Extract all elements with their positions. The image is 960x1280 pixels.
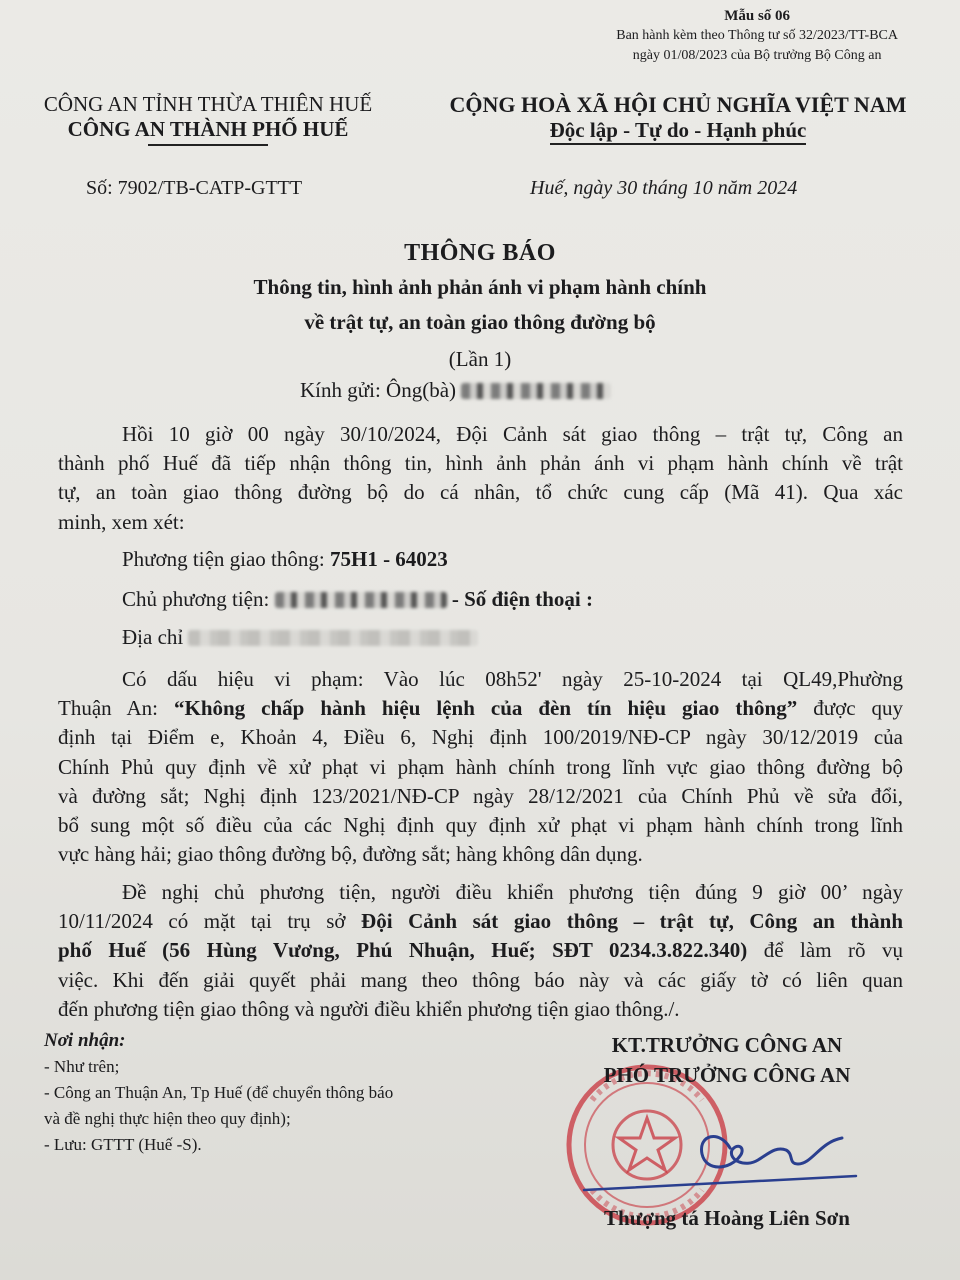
para1-line2: thành phố Huế đã tiếp nhận thông tin, hình ảnh phản ánh vi phạm hành chính về trật (58, 451, 903, 476)
issuing-unit: CÔNG AN THÀNH PHỐ HUẾ (67, 117, 349, 141)
national-header (428, 92, 928, 145)
para2-line2: Thuận An: “Không chấp hành hiệu lệnh của đèn tín hiệu giao thông” được quy (58, 696, 904, 721)
receivers-block (44, 1028, 393, 1158)
form-ref-line2: ngày 01/08/2023 của Bộ trưởng Bộ Công an (632, 48, 882, 63)
handwritten-signature (580, 1120, 860, 1210)
para2-line5: và đường sắt; Nghị định 123/2021/NĐ-CP ngày 28/12/2021 của Chính Phủ về sửa đổi, (58, 783, 903, 808)
receiver-item: - Lưu: GTTT (Huế -S). (44, 1135, 202, 1154)
issuing-agency-header (18, 92, 398, 146)
para3-line3: phố Huế (56 Hùng Vương, Phú Nhuận, Huế; SĐT 0234.3.822.340) để làm rõ vụ (58, 938, 903, 963)
form-number: Mẫu số 06 (724, 8, 791, 24)
signer-name: Thượng tá Hoàng Liên Sơn (604, 1206, 850, 1230)
parent-agency: CÔNG AN TỈNH THỪA THIÊN HUẾ (43, 92, 373, 116)
para2-line1: Có dấu hiệu vi phạm: Vào lúc 08h52' ngày 25-10-2024 tại QL49,Phường (122, 667, 903, 691)
receiver-item: - Công an Thuận An, Tp Huế (để chuyển thông báo (44, 1083, 394, 1102)
para3-line4: việc. Khi đến giải quyết phải mang theo thông báo này và các giấy tờ có liên quan (58, 967, 903, 992)
signature-title-1: KT.TRƯỞNG CÔNG AN (611, 1033, 843, 1057)
vehicle-label: Phương tiện giao thông: (122, 547, 330, 571)
para2-line6: bổ sung một số điều của các Nghị định quy định xử phạt vi phạm hành chính trong lĩnh (58, 813, 903, 838)
document-number: Số: 7902/TB-CATP-GTTT (86, 177, 303, 199)
vehicle-line (122, 547, 448, 572)
document-subtitle-1: Thông tin, hình ảnh phản ánh vi phạm hành chính (253, 275, 707, 299)
para3-line5: đến phương tiện giao thông và người điều khiển phương tiện giao thông./. (58, 996, 680, 1021)
para2-line7: vực hàng hải; giao thông đường bộ, đường sắt; hàng không dân dụng. (58, 842, 643, 867)
owner-line (122, 587, 593, 612)
signature-title-2: PHÓ TRƯỞNG CÔNG AN (603, 1063, 851, 1087)
notice-count: (Lần 1) (448, 347, 512, 371)
document-title: THÔNG BÁO (404, 240, 556, 266)
recipient-line (300, 378, 611, 403)
paragraph-request (58, 878, 903, 1024)
recipient-label: Kính gửi: Ông(bà) (300, 378, 457, 402)
redacted-address (188, 630, 478, 646)
para3-line1: Đề nghị chủ phương tiện, người điều khiển phương tiện đúng 9 giờ 00’ ngày (122, 880, 903, 904)
receiver-item: và đề nghị thực hiện theo quy định); (44, 1109, 291, 1128)
redacted-owner-name (275, 592, 447, 608)
address-label: Địa chỉ (122, 625, 184, 649)
para1-line4: minh, xem xét: (58, 509, 185, 534)
redacted-recipient-name (461, 383, 611, 399)
owner-label: Chủ phương tiện: (122, 587, 270, 611)
para2-line3: định tại Điểm e, Khoản 4, Điều 6, Nghị định 100/2019/NĐ-CP ngày 30/12/2019 của (58, 725, 903, 750)
place-date: Huế, ngày 30 tháng 10 năm 2024 (530, 177, 798, 199)
para1-line1: Hồi 10 giờ 00 ngày 30/10/2024, Đội Cảnh sát giao thông – trật tự, Công an (122, 422, 903, 446)
form-reference (616, 6, 898, 66)
para3-line2: 10/11/2024 có mặt tại trụ sở Đội Cảnh sát giao thông – trật tự, Công an thành (58, 909, 903, 934)
para2-line4: Chính Phủ quy định về xử phạt vi phạm hành chính trong lĩnh vực giao thông đường bộ (58, 754, 903, 779)
vehicle-plate: 75H1 - 64023 (329, 547, 448, 571)
para1-line3: tự, an toàn giao thông đường bộ do cá nhân, tổ chức cung cấp (Mã 41). Qua xác (58, 480, 903, 505)
national-motto: Độc lập - Tự do - Hạnh phúc (550, 118, 807, 145)
receivers-heading: Nơi nhận: (44, 1030, 126, 1051)
phone-label: - Số điện thoại : (451, 587, 594, 611)
nation-name: CỘNG HOÀ XÃ HỘI CHỦ NGHĨA VIỆT NAM (449, 92, 907, 117)
address-line (122, 625, 478, 650)
signature-block (552, 1030, 902, 1090)
document-subtitle-2: về trật tự, an toàn giao thông đường bộ (304, 310, 656, 334)
receiver-item: - Như trên; (44, 1057, 120, 1076)
paragraph-violation (58, 665, 903, 869)
paragraph-intro (58, 420, 903, 537)
unit-underline (148, 144, 268, 146)
form-ref-line1: Ban hành kèm theo Thông tư số 32/2023/TT-BCA (616, 28, 898, 43)
